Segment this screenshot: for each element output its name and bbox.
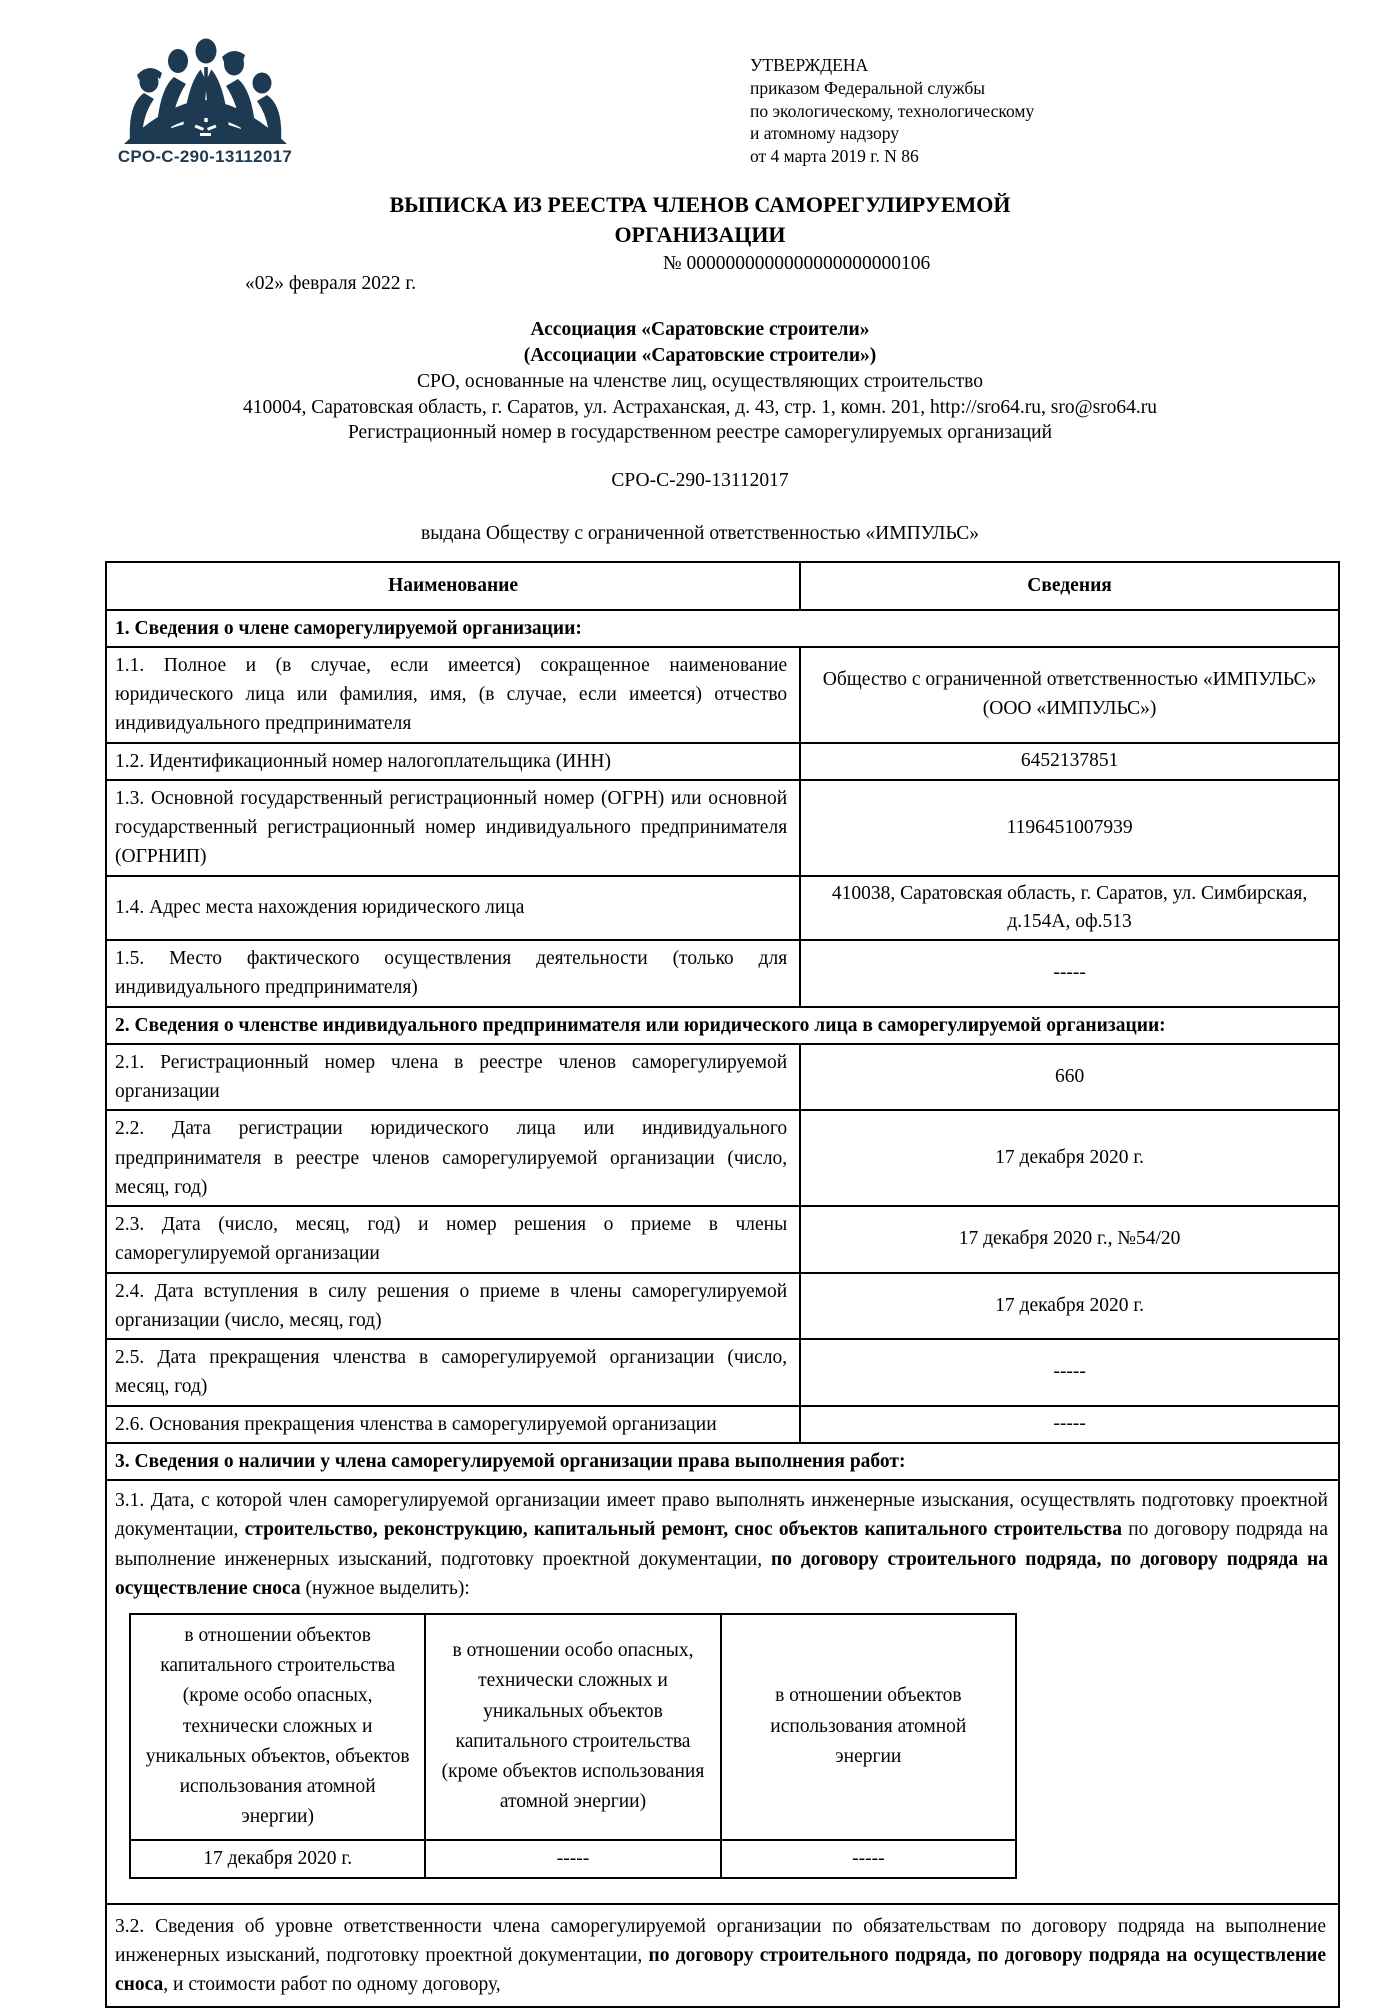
row-label: 2.4. Дата вступления в силу решения о приеме в члены саморегулируемой организации (число, месяц, год) xyxy=(106,1273,800,1340)
work-rights-values-row xyxy=(130,1840,1016,1878)
work-rights-value: ----- xyxy=(425,1840,720,1878)
row-label: 1.4. Адрес места нахождения юридического лица xyxy=(106,876,800,941)
bold-text-run: строительство, реконструкцию, капитальный ремонт, снос объектов капитального строительства xyxy=(244,1519,1123,1541)
registry-table-body xyxy=(106,562,1339,2008)
organization-block xyxy=(0,317,1400,546)
table-row xyxy=(106,876,1339,941)
work-rights-table xyxy=(129,1613,1017,1879)
work-rights-column-header: в отношении особо опасных, технически сложных и уникальных объектов капитального строительства (кроме объектов использования атомной энергии) xyxy=(425,1614,720,1840)
table-row xyxy=(106,647,1339,743)
text-run: 3.1. Дата, с которой член саморегулируемой организации имеет право выполнять инженерные изыскания, осуществлять подготовку проектной документации, xyxy=(115,1490,1328,1541)
table-row xyxy=(106,1206,1339,1273)
row-label: 2.3. Дата (число, месяц, год) и номер решения о приеме в члены саморегулируемой организации xyxy=(106,1206,800,1273)
approval-line: УТВЕРЖДЕНА xyxy=(750,55,869,75)
work-rights-column-header: в отношении объектов капитального строительства (кроме особо опасных, технически сложных и уникальных объектов, объектов использования атомной энергии) xyxy=(130,1614,425,1840)
text-run: 3.2. Сведения об уровне ответственности члена саморегулируемой организации по обязательствам по договору подряда на выполнение инженерных изысканий, подготовку проектной документации, xyxy=(115,1915,1326,1966)
row-label: 2.2. Дата регистрации юридического лица или индивидуального предпринимателя в реестре членов саморегулируемой организации (число, месяц, год) xyxy=(106,1110,800,1206)
table-row xyxy=(106,743,1339,780)
organization-name-alt: (Ассоциации «Саратовские строители») xyxy=(523,345,877,367)
extract-date: «02» февраля 2022 г. xyxy=(245,273,417,295)
row-label: 2.5. Дата прекращения членства в саморегулируемой организации (число, месяц, год) xyxy=(106,1339,800,1406)
column-header-name: Наименование xyxy=(106,562,800,610)
work-rights-column-header: в отношении объектов использования атомной энергии xyxy=(721,1614,1016,1840)
work-rights-value: 17 декабря 2020 г. xyxy=(130,1840,425,1878)
page-title: ВЫПИСКА ИЗ РЕЕСТРА ЧЛЕНОВ САМОРЕГУЛИРУЕМОЙ ОРГАНИЗАЦИИ xyxy=(389,192,1011,247)
table-row xyxy=(106,1110,1339,1206)
registry-table xyxy=(105,561,1340,2008)
row-label: 2.6. Основания прекращения членства в саморегулируемой организации xyxy=(106,1406,800,1443)
table-row xyxy=(106,780,1339,876)
table-row xyxy=(106,1339,1339,1406)
approval-line: от 4 марта 2019 г. N 86 xyxy=(750,146,919,166)
state-register-number: СРО-С-290-13112017 xyxy=(611,470,789,492)
row-value: ----- xyxy=(800,1339,1339,1406)
clause-3-2-row xyxy=(106,1904,1339,2008)
organization-basis: СРО, основанные на членстве лиц, осуществляющих строительство xyxy=(416,370,983,392)
column-header-value: Сведения xyxy=(800,562,1339,610)
extract-number: № 0000000000000000000000106 xyxy=(663,253,931,275)
table-row xyxy=(106,1406,1339,1443)
work-rights-header-row xyxy=(130,1614,1016,1840)
table-row xyxy=(106,1044,1339,1111)
clause-3-1-row xyxy=(106,1480,1339,1904)
row-value: 410038, Саратовская область, г. Саратов, ул. Симбирская, д.154А, оф.513 xyxy=(800,876,1339,941)
table-row xyxy=(106,1273,1339,1340)
issued-to-line: выдана Обществу с ограниченной ответственностью «ИМПУЛЬС» xyxy=(421,522,979,544)
text-run: , и стоимости работ по одному договору, xyxy=(163,1974,501,1996)
row-value: ----- xyxy=(800,940,1339,1007)
approval-line: приказом Федеральной службы xyxy=(750,77,985,98)
workers-emblem-icon xyxy=(118,34,293,146)
section-row xyxy=(106,1007,1339,1044)
row-value: 17 декабря 2020 г. xyxy=(800,1110,1339,1206)
text-run: по договору подряда на выполнение инженерных изысканий, подготовку проектной документации, xyxy=(115,1519,1329,1570)
table-row xyxy=(106,940,1339,1007)
state-register-label: Регистрационный номер в государственном реестре саморегулируемых организаций xyxy=(347,422,1053,444)
row-value: 6452137851 xyxy=(800,743,1339,780)
clause-3-2-text xyxy=(106,1904,1339,2008)
bold-text-run: по договору строительного подряда, по договору подряда на осуществление сноса xyxy=(115,1548,1328,1599)
row-label: 1.3. Основной государственный регистрационный номер (ОГРН) или основной государственный регистрационный номер индивидуального предпринимателя (ОГРНИП) xyxy=(106,780,800,876)
bold-text-run: по договору строительного подряда, по договору подряда на осуществление сноса xyxy=(115,1944,1326,1996)
section-row xyxy=(106,610,1339,647)
document-header xyxy=(0,0,1400,166)
row-value: ----- xyxy=(800,1406,1339,1443)
row-value: Общество с ограниченной ответственностью «ИМПУЛЬС» (ООО «ИМПУЛЬС») xyxy=(800,647,1339,743)
row-label: 1.5. Место фактического осуществления деятельности (только для индивидуального предпринимателя) xyxy=(106,940,800,1007)
approval-line: и атомному надзору xyxy=(750,123,900,144)
clause-3-1-text xyxy=(115,1486,1328,1603)
stamp-registry-number: СРО-С-290-13112017 xyxy=(117,147,293,166)
sro-stamp xyxy=(112,34,298,167)
row-value: 17 декабря 2020 г. xyxy=(800,1273,1339,1340)
row-value: 17 декабря 2020 г., №54/20 xyxy=(800,1206,1339,1273)
number-and-date-zone xyxy=(0,249,1400,315)
clause-3-1-cell xyxy=(106,1480,1339,1904)
row-value: 1196451007939 xyxy=(800,780,1339,876)
row-value: 660 xyxy=(800,1044,1339,1111)
organization-name: Ассоциация «Саратовские строители» xyxy=(530,319,870,341)
approval-line: по экологическому, технологическому xyxy=(750,100,1035,121)
section-row xyxy=(106,1443,1339,1480)
work-rights-value: ----- xyxy=(721,1840,1016,1878)
text-run: (нужное выделить): xyxy=(300,1577,470,1599)
section-title: 1. Сведения о члене саморегулируемой организации: xyxy=(106,610,1339,647)
row-label: 1.2. Идентификационный номер налогоплательщика (ИНН) xyxy=(106,743,800,780)
section-title: 3. Сведения о наличии у члена саморегулируемой организации права выполнения работ: xyxy=(106,1443,1339,1480)
approval-block xyxy=(750,54,1034,168)
row-label: 2.1. Регистрационный номер члена в реестре членов саморегулируемой организации xyxy=(106,1044,800,1111)
table-header-row xyxy=(106,562,1339,610)
row-label: 1.1. Полное и (в случае, если имеется) сокращенное наименование юридического лица или фамилия, имя, (в случае, если имеется) отчество индивидуального предпринимателя xyxy=(106,647,800,743)
organization-address: 410004, Саратовская область, г. Саратов, ул. Астраханская, д. 43, стр. 1, комн. 201, http://sro64.ru, sro@sro64.ru xyxy=(242,396,1158,418)
section-title: 2. Сведения о членстве индивидуального предпринимателя или юридического лица в саморегулируемой организации: xyxy=(106,1007,1339,1044)
